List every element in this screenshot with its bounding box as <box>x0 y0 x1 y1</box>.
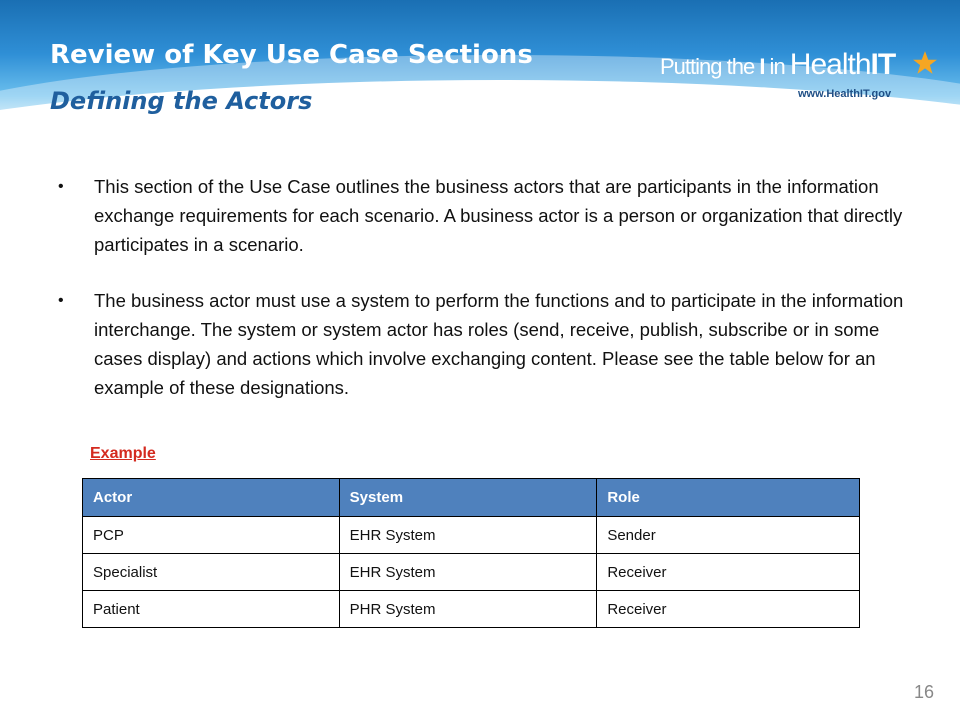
table-cell: Receiver <box>597 591 860 628</box>
bullet-item <box>58 286 918 402</box>
logo-wordmark: Putting the I in HealthIT <box>660 48 896 81</box>
table-cell: Sender <box>597 517 860 554</box>
table-cell: EHR System <box>339 554 597 591</box>
column-header-actor: Actor <box>83 479 340 517</box>
table-cell: Patient <box>83 591 340 628</box>
table-cell: EHR System <box>339 517 597 554</box>
bullet-dot-icon: • <box>58 178 64 195</box>
column-header-system: System <box>339 479 597 517</box>
bullet-text: This section of the Use Case outlines the business actors that are participants in the information exchange requirements for each scenario. A business actor is a person or organization that directly participates in a scenario. <box>94 176 903 255</box>
healthit-logo <box>660 48 940 108</box>
table-header-row <box>83 479 860 517</box>
table-cell: Specialist <box>83 554 340 591</box>
page-number: 16 <box>913 682 934 702</box>
table-cell: PHR System <box>339 591 597 628</box>
bullet-dot-icon: • <box>58 292 64 309</box>
column-header-role: Role <box>597 479 860 517</box>
table-row <box>83 591 860 628</box>
example-table <box>82 478 860 628</box>
table-cell: PCP <box>83 517 340 554</box>
bullet-text: The business actor must use a system to perform the functions and to participate in the information interchange. The system or system actor has roles (send, receive, publish, subscribe or in some cases display) and actions which involve exchanging content. Please see the table below for an example of these designations. <box>94 290 904 398</box>
logo-url: www.HealthIT.gov <box>798 88 892 100</box>
table-row <box>83 554 860 591</box>
slide-subtitle: Defining the Actors <box>50 87 313 115</box>
bullet-item <box>58 172 918 259</box>
table-cell: Receiver <box>597 554 860 591</box>
slide-title: Review of Key Use Case Sections <box>50 40 533 70</box>
example-label: Example <box>90 445 156 462</box>
table-row <box>83 517 860 554</box>
bullet-list <box>58 172 918 429</box>
star-icon <box>912 50 938 76</box>
